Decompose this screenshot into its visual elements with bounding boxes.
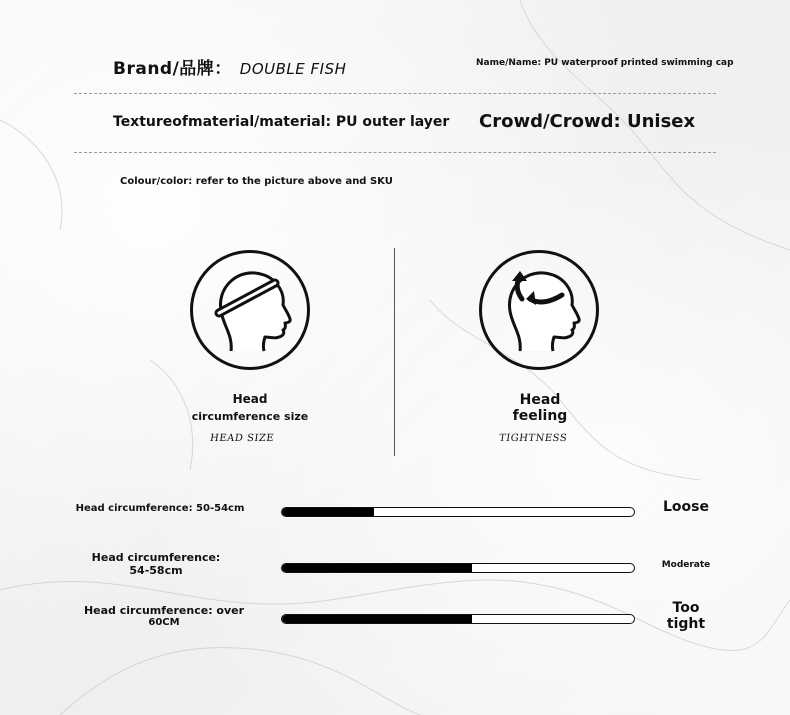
icon-label-line2: feeling (512, 408, 568, 424)
tightness-bar-fill (282, 508, 374, 516)
icon-script: HEAD SIZE (209, 433, 275, 444)
feeling-label: Loose (663, 499, 709, 515)
crowd-text: Crowd/Crowd: Unisex (479, 111, 696, 132)
tightness-bar (281, 507, 635, 517)
brand-label: Brand/品牌： (113, 59, 232, 79)
size-row-label: 54-58cm (129, 564, 183, 577)
material-text: Textureofmaterial/material: PU outer layer (113, 114, 450, 130)
head-tightness-icon (479, 250, 599, 370)
head-size-icon (190, 250, 310, 370)
product-name: Name/Name: PU waterproof printed swimming cap (476, 58, 734, 68)
vertical-divider (394, 248, 395, 456)
brand-value: DOUBLE FISH (239, 60, 347, 78)
size-row-label: Head circumference: over (83, 604, 245, 617)
icon-label-line1: Head (232, 392, 268, 406)
tightness-bar-fill (282, 615, 472, 623)
feeling-label: Moderate (661, 560, 711, 570)
tightness-bar (281, 614, 635, 624)
tightness-bar (281, 563, 635, 573)
icon-label-line2: circumference size (191, 410, 309, 423)
tightness-bar-fill (282, 564, 472, 572)
divider (74, 152, 716, 153)
size-row-label: Head circumference: (91, 551, 221, 564)
size-row-label: Head circumference: 50-54cm (75, 503, 245, 514)
colour-text: Colour/color: refer to the picture above and SKU (120, 176, 393, 187)
brand-row (113, 54, 346, 79)
icon-label-line1: Head (519, 392, 561, 408)
icon-script: TIGHTNESS (498, 433, 568, 444)
feeling-label: Too (672, 600, 700, 616)
size-row-label: 60CM (148, 617, 180, 628)
feeling-label: tight (666, 616, 706, 632)
divider (74, 93, 716, 94)
